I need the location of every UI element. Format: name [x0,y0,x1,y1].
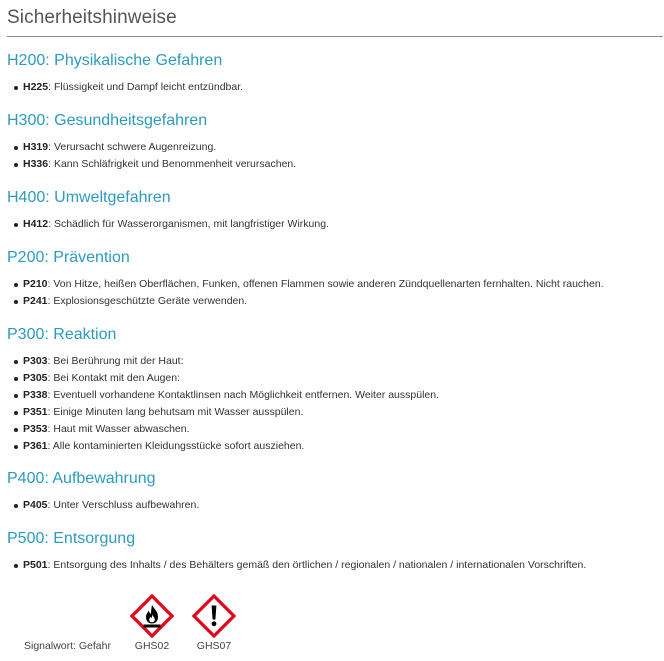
statement-code: P210 [23,278,48,290]
statement-item [0,557,586,574]
title-divider [7,36,663,37]
statement-code: P501 [23,559,48,571]
statement-code: H336 [23,158,49,170]
section-heading-h300: H300: Gesundheitsgefahren [7,112,208,129]
statement-item [0,370,439,387]
page-title: Sicherheitshinweise [7,7,177,28]
statement-text: : Alle kontaminierten Kleidungsstücke sofort ausziehen. [47,440,305,452]
statement-code: P361 [23,440,48,452]
statement-text: : Von Hitze, heißen Oberflächen, Funken, offenen Flammen sowie anderen Zündquellenarten fernhalten. Nicht rauchen. [47,278,604,290]
flame-icon [130,594,174,638]
section-heading-p200: P200: Prävention [7,249,130,266]
statement-code: P305 [23,372,48,384]
statement-item [0,276,604,293]
pictogram-label-ghs07: GHS07 [196,640,232,652]
statement-item [0,79,243,96]
statement-code: P303 [23,355,48,367]
statement-text: : Entsorgung des Inhalts / des Behälters gemäß den örtlichen / regionalen / nationalen / internationalen Vorschriften. [47,559,587,571]
statement-list-h400 [0,216,329,233]
section-heading-p500: P500: Entsorgung [7,530,136,547]
exclamation-mark-icon [192,594,236,638]
statement-code: P351 [23,406,48,418]
statement-list-h200 [0,79,243,96]
statement-list-h300 [0,139,296,173]
pictogram-label-ghs02: GHS02 [134,640,170,652]
statement-text: : Unter Verschluss aufbewahren. [47,499,200,511]
statement-item [0,404,439,421]
section-heading-p300: P300: Reaktion [7,326,117,343]
statement-item [0,139,296,156]
statement-item [0,156,296,173]
statement-item [0,497,199,514]
statement-list-p400 [0,497,199,514]
statement-list-p200 [0,276,604,310]
section-heading-h400: H400: Umweltgefahren [7,189,171,206]
statement-code: P338 [23,389,48,401]
statement-code: H319 [23,141,49,153]
statement-list-p300 [0,353,439,455]
statement-item [0,353,439,370]
statement-text: : Schädlich für Wasserorganismen, mit langfristiger Wirkung. [48,218,329,230]
statement-text: : Bei Berührung mit der Haut: [47,355,184,367]
statement-item [0,421,439,438]
statement-code: P405 [23,499,48,511]
section-heading-p400: P400: Aufbewahrung [7,470,156,487]
statement-text: : Explosionsgeschützte Geräte verwenden. [47,295,248,307]
statement-item [0,438,439,455]
statement-text: : Einige Minuten lang behutsam mit Wasser ausspülen. [47,406,304,418]
statement-item [0,216,329,233]
statement-text: : Kann Schläfrigkeit und Benommenheit verursachen. [48,158,297,170]
statement-code: P241 [23,295,48,307]
statement-list-p500 [0,557,586,574]
statement-code: H412 [23,218,49,230]
statement-text: : Eventuell vorhandene Kontaktlinsen nach Möglichkeit entfernen. Weiter ausspülen. [47,389,439,401]
statement-item [0,387,439,404]
statement-text: : Haut mit Wasser abwaschen. [47,423,190,435]
statement-text: : Bei Kontakt mit den Augen: [47,372,181,384]
statement-code: H225 [23,81,49,93]
statement-text: : Verursacht schwere Augenreizung. [48,141,217,153]
section-heading-h200: H200: Physikalische Gefahren [7,52,223,69]
statement-text: : Flüssigkeit und Dampf leicht entzündbar. [48,81,244,93]
statement-code: P353 [23,423,48,435]
statement-item [0,293,604,310]
signal-word: Signalwort: Gefahr [24,640,111,652]
